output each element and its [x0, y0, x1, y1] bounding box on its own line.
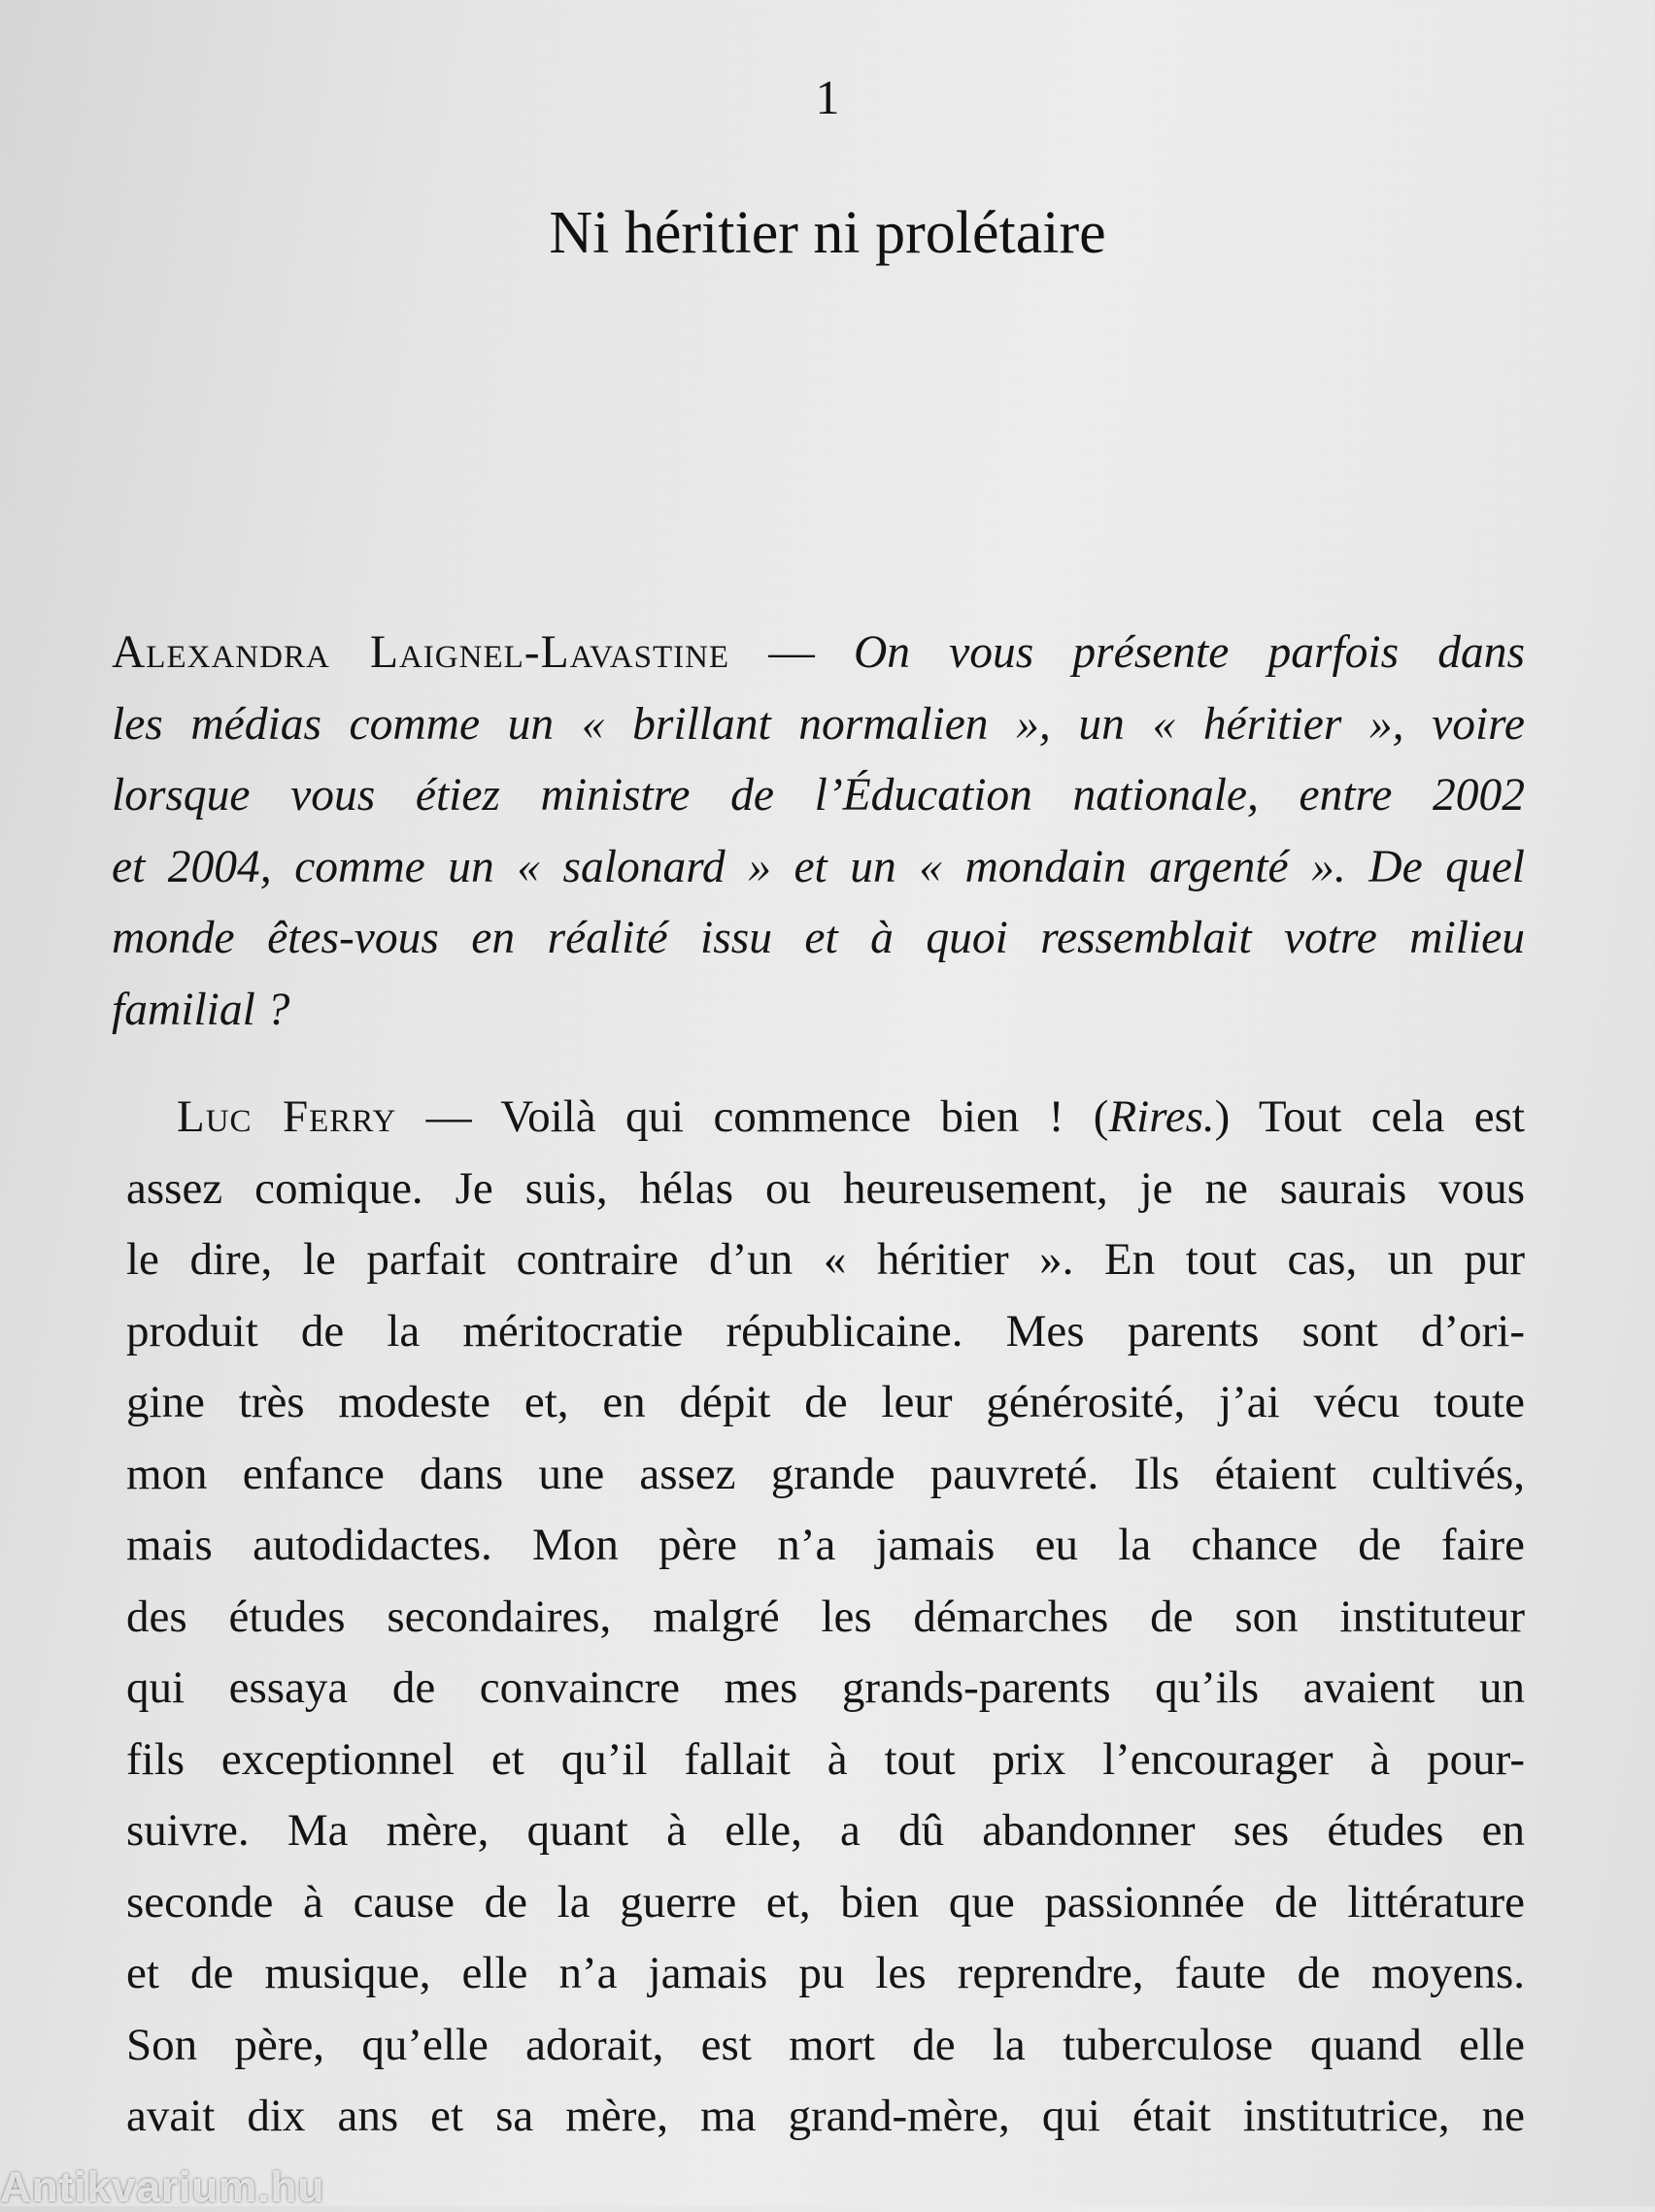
- chapter-title: Ni héritier ni prolétaire: [549, 200, 1106, 266]
- answer-line: des études secondaires, malgré les démarches de son instituteur: [126, 1591, 1525, 1642]
- question-line: monde êtes-vous en réalité issu et à quoi ressemblait votre milieu: [112, 913, 1525, 963]
- answer-line: gine très modeste et, en dépit de leur générosité, j’ai vécu toute: [126, 1377, 1525, 1427]
- interviewee-name: Luc Ferry: [177, 1091, 397, 1142]
- question-line: familial ?: [112, 984, 290, 1035]
- question-text: On vous présente parfois dans: [853, 627, 1526, 678]
- answer-line: produit de la méritocratie républicaine. Mes parents sont d’ori-: [126, 1305, 1525, 1357]
- question-line: et 2004, comme un « salonard » et un « mondain argenté ». De quel: [112, 841, 1525, 892]
- answer-line: et de musique, elle n’a jamais pu les reprendre, faute de moyens.: [126, 1948, 1525, 1998]
- answer-line: qui essaya de convaincre mes grands-parents qu’ils avaient un: [126, 1662, 1525, 1713]
- answer-line: suivre. Ma mère, quant à elle, a dû abandonner ses études en: [126, 1805, 1525, 1856]
- speaker-dash: —: [729, 627, 854, 678]
- stage-direction: Rires.: [1108, 1091, 1215, 1142]
- answer-line: seconde à cause de la guerre et, bien que passionnée de littérature: [126, 1876, 1525, 1927]
- interviewer-name: Alexandra Laignel-Lavastine: [112, 627, 730, 678]
- question-line: [112, 618, 1525, 689]
- watermark: Antikvarium.hu: [0, 2163, 325, 2211]
- answer-line: le dire, le parfait contraire d’un « héritier ». En tout cas, un pur: [126, 1234, 1525, 1285]
- answer-line: assez comique. Je suis, hélas ou heureusement, je ne saurais vous: [126, 1162, 1525, 1214]
- answer-line: [126, 1082, 1525, 1154]
- interviewee-answer: [126, 1082, 1525, 2153]
- question-line: lorsque vous étiez ministre de l’Éducation nationale, entre 2002: [112, 770, 1525, 821]
- answer-text: ) Tout cela est: [1214, 1091, 1525, 1142]
- answer-line: fils exceptionnel et qu’il fallait à tout prix l’encourager à pour-: [126, 1733, 1525, 1785]
- chapter-number: 1: [815, 70, 840, 124]
- interviewer-question: [112, 618, 1525, 1046]
- answer-line: Son père, qu’elle adorait, est mort de la tuberculose quand elle: [126, 2019, 1525, 2070]
- answer-line: mais autodidactes. Mon père n’a jamais eu la chance de faire: [126, 1520, 1525, 1570]
- question-line: les médias comme un « brillant normalien », un « héritier », voire: [112, 698, 1525, 750]
- speaker-dash: —: [396, 1091, 501, 1142]
- answer-text: Voilà qui commence bien ! (: [500, 1091, 1109, 1142]
- answer-line: avait dix ans et sa mère, ma grand-mère, qui était institutrice, ne: [126, 2091, 1525, 2141]
- answer-line: mon enfance dans une assez grande pauvreté. Ils étaient cultivés,: [126, 1448, 1525, 1499]
